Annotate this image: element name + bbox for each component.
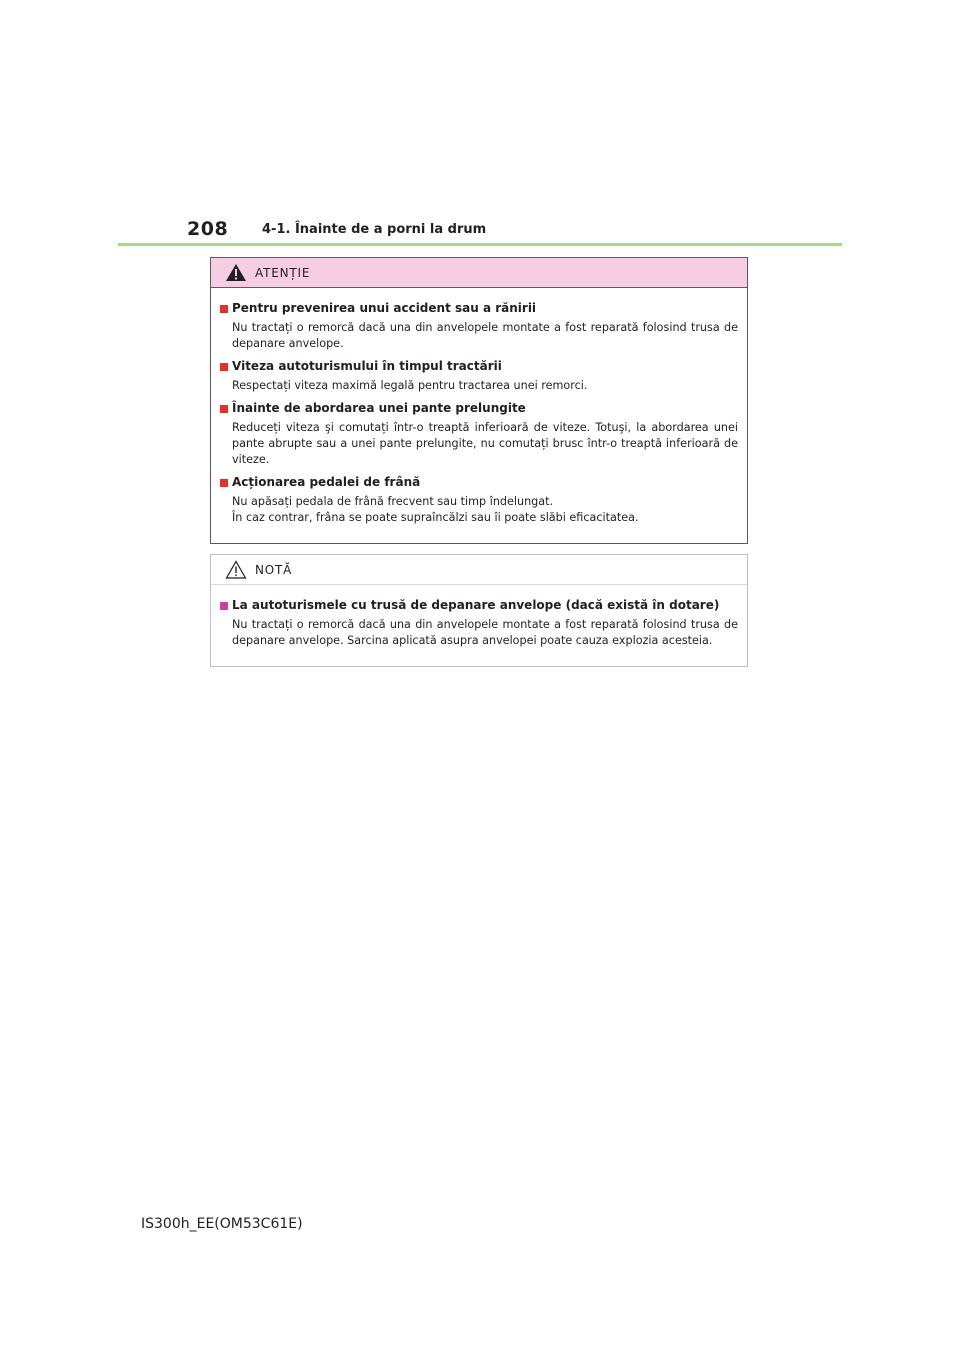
bullet-square-icon: [220, 405, 228, 413]
caution-box: [210, 257, 748, 544]
caution-item-text: [220, 320, 738, 352]
caution-item-title: [220, 474, 738, 491]
notice-item-paragraph: Nu tractați o remorcă dacă una din anvelopele montate a fost reparată folosind trusa de depanare anvelope. Sarcina aplicată asupra anvelopei poate cauza explozia acesteia.: [232, 618, 738, 647]
bullet-square-icon: [220, 602, 228, 610]
notice-item: [220, 597, 738, 649]
caution-item-paragraph: În caz contrar, frâna se poate supraîncălzi sau îi poate slăbi eficacitatea.: [232, 511, 639, 524]
caution-item: [220, 474, 738, 526]
caution-label: ATENȚIE: [255, 265, 311, 280]
caution-item: [220, 300, 738, 352]
caution-item-paragraph: Nu apăsați pedala de frână frecvent sau timp îndelungat.: [232, 495, 554, 508]
caution-item-text: [220, 378, 738, 394]
caution-item-text: [220, 420, 738, 468]
caution-item-title-text: Viteza autoturismului în timpul tractării: [232, 359, 502, 373]
caution-item-title: [220, 358, 738, 375]
document-code: IS300h_EE(OM53C61E): [141, 1216, 303, 1232]
notice-box: [210, 554, 748, 667]
bullet-square-icon: [220, 479, 228, 487]
caution-item-paragraph: Respectați viteza maximă legală pentru tractarea unei remorci.: [232, 379, 588, 392]
caution-item: [220, 358, 738, 394]
notice-item-text: [220, 617, 738, 649]
warning-triangle-outline-icon: [225, 560, 247, 579]
notice-label: NOTĂ: [255, 562, 293, 577]
caution-item: [220, 400, 738, 468]
caution-item-title-text: Pentru prevenirea unui accident sau a rănirii: [232, 301, 537, 315]
notice-item-title-text: La autoturismele cu trusă de depanare anvelope (dacă există în dotare): [232, 598, 720, 612]
caution-item-title: [220, 300, 738, 317]
header-rule: [118, 243, 842, 246]
caution-item-title-text: Acționarea pedalei de frână: [232, 475, 421, 489]
caution-item-text: [220, 494, 738, 526]
bullet-square-icon: [220, 305, 228, 313]
caution-body: [211, 288, 747, 526]
caution-item-title: [220, 400, 738, 417]
bullet-square-icon: [220, 363, 228, 371]
notice-body: [211, 585, 747, 649]
caution-item-title-text: Înainte de abordarea unei pante prelungite: [232, 401, 526, 415]
notice-header: [211, 555, 747, 585]
caution-item-paragraph: Nu tractați o remorcă dacă una din anvelopele montate a fost reparată folosind trusa de depanare anvelope.: [232, 321, 738, 350]
warning-triangle-icon: [225, 263, 247, 282]
section-title: 4-1. Înainte de a porni la drum: [262, 222, 487, 237]
caution-header: [211, 258, 747, 288]
page-number: 208: [187, 218, 229, 240]
caution-item-paragraph: Reduceți viteza şi comutați într-o treaptă inferioară de viteze. Totuşi, la abordarea unei pante abrupte sau a unei pante prelungite, nu comutați brusc într-o treaptă inferioară de viteze.: [232, 421, 738, 466]
notice-item-title: [220, 597, 738, 614]
